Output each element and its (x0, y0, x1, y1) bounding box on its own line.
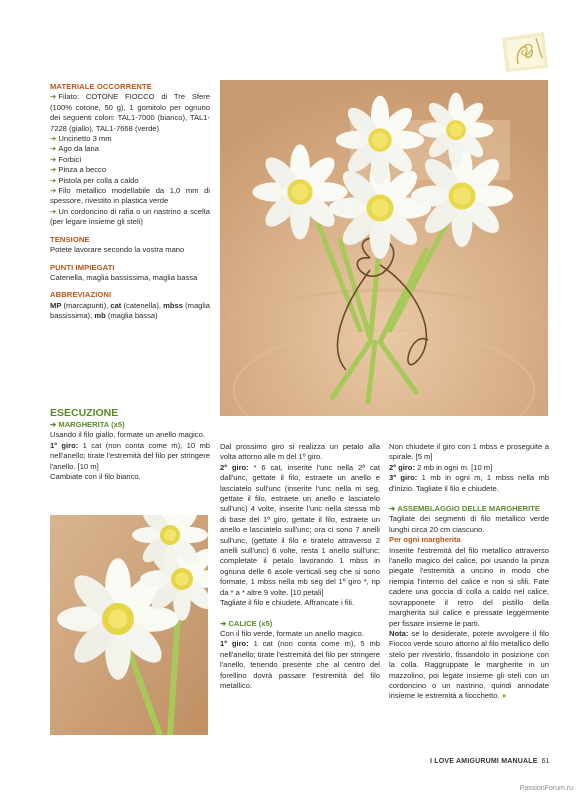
calyx-round-2: 2º giro: 2 mb in ogni m. [10 m] (389, 462, 493, 472)
arrow-bullet-icon: ➔ (50, 144, 57, 154)
per-daisy-text: Inserite l'estremità del filo metallico attraverso l'anello magico del calice, poi usando la pinza piegate l'estremità a uncino in modo che riempia l'interno del calice e non si sfili. Fate cadere una goccia di colla a caldo nel calice, sovrapponete il retro del pistillo della margherita sul calice e pressate leggermente per fissare insieme le parti. (389, 545, 549, 628)
calyx-round-3: 3º giro: 1 mb in ogni m, 1 mbss nella mb d'inizio. Tagliate il filo e chiudete. (389, 473, 549, 493)
materials-column (50, 82, 210, 322)
daisy-round-2: 2º giro: * 6 cat, inserite l'unc nella 2ª cat dall'unc, gettate il filo, estraete un anello e lasciatelo sull'unc (inserite l'unc nella m seg, gettate il filo, estraete un anello e lasciatelo sull'unc) 4 volte, inserite l'unc nella stessa mb di base del 1º giro, gettate il filo, estraete un anello e lasciatelo sull'unc; ora ci sono 7 anelli sull'unc, (gettate il filo e tiratelo attraverso 2 anelli sull'unc) 6 volte, resta 1 anello sull'unc; completate il petalo lavorando 1 mbss in ognuna delle 6 asole verticali seg che si sono formate, 1 mbss nella mb seg del 1º giro *, rip da * a * altre 9 volte. [10 petali] (220, 462, 380, 597)
daisy-subheading: ➔ MARGHERITA (x5) (50, 420, 125, 429)
arrow-bullet-icon: ➔ (50, 206, 57, 216)
assembly-text: Tagliate dei segmenti di filo metallico verde lunghi circa 20 cm ciascuno. (389, 514, 549, 534)
abbreviations-heading: ABBREVIAZIONI (50, 290, 112, 300)
page-number: 61 (541, 758, 550, 765)
stitches-heading: PUNTI IMPIEGATI (50, 262, 115, 272)
calyx-subheading: ➔ CALICE (x5) (220, 618, 273, 628)
arrow-bullet-icon: ➔ (50, 165, 57, 175)
arrow-bullet-icon: ➔ (50, 420, 57, 429)
logo-icon (496, 28, 552, 74)
per-daisy-subheading: Per ogni margherita (389, 535, 461, 545)
abbreviations-text: MP (marcapunti), cat (catenella), mbss (maglia bassissima), mb (maglia bassa) (50, 300, 210, 321)
finish-daisy: Tagliate il filo e chiudete. Affrancate i fili. (220, 598, 355, 608)
material-item: ➔ Uncinetto 3 mm (50, 134, 112, 144)
magazine-title: I LOVE AMIGURUMI MANUALE (430, 758, 538, 765)
end-dot-icon: ● (501, 691, 507, 701)
daisy-bouquet-photo (220, 80, 548, 416)
watermark: PassionForum.ru (519, 785, 573, 792)
material-item: ➔ Pistola per colla a caldo (50, 175, 139, 185)
arrow-bullet-icon: ➔ (50, 134, 57, 144)
instructions-column-1 (50, 420, 210, 482)
calyx-spiral: Non chiudete il giro con 1 mbss e proseguite a spirale. [5 m] (389, 442, 549, 462)
note-text: Nota: se lo desiderate, potete avvolgere il filo Fiocco verde scuro attorno al filo metallico dello stelo per rivestirlo, fissandolo in posizione con la colla. Raggruppate le margherite in un mazzolino, poi legate insieme gli steli con un cordoncino o un nastrino, quindi annodate insieme le estremità a fiocchetto. ● (389, 628, 549, 701)
materials-heading: MATERIALE OCCORRENTE (50, 82, 152, 91)
instructions-column-2 (220, 442, 380, 691)
material-item: ➔ Filato: COTONE FIOCCO di Tre Sfere (100% cotone, 50 g), 1 gomitolo per ognuno dei seguenti colori: TAL1-7000 (bianco), TAL1-7228 (giallo), TAL1-7668 (verde) (50, 92, 210, 133)
calyx-round-1: 1º giro: 1 cat (non conta come m), 5 mb nell'anello; tirate l'estremità del filo per stringere l'anello, tenendo presente che al centro del forellino dovrà passare l'estremità del filo metallico. (220, 639, 381, 690)
arrow-bullet-icon: ➔ (50, 92, 57, 102)
daisy-round-1: 1º giro: 1 cat (non conta come m), 10 mb nell'anello; tirate l'estremità del filo per stringere l'anello. [10 m] (50, 440, 210, 471)
daisy-intro: Usando il filo giallo, formate un anello magico. (50, 430, 205, 440)
assembly-subheading: ➔ ASSEMBLAGGIO DELLE MARGHERITE (389, 504, 540, 514)
page-footer (430, 758, 550, 765)
material-item: ➔ Filo metallico modellabile da 1,0 mm di spessore, rivestito in plastica verde (50, 186, 210, 206)
material-item: ➔ Pinza a becco (50, 165, 107, 175)
tension-heading: TENSIONE (50, 234, 90, 244)
arrow-bullet-icon: ➔ (389, 504, 396, 514)
material-item: ➔ Un cordoncino di rafia o un nastrino a scelta (per legare insieme gli steli) (50, 206, 210, 227)
daisy-closeup-photo (50, 515, 208, 735)
execution-heading: ESECUZIONE (50, 407, 119, 419)
arrow-bullet-icon: ➔ (50, 154, 57, 164)
material-item: ➔ Forbici (50, 154, 82, 164)
change-yarn: Cambiate con il filo bianco. (50, 472, 141, 482)
arrow-bullet-icon: ➔ (50, 175, 57, 185)
petals-intro: Dal prossimo giro si realizza un petalo alla volta attorno alle m del 1º giro. (220, 442, 380, 462)
stitches-text: Catenella, maglia bassissima, maglia bassa (50, 272, 198, 282)
material-item: ➔ Ago da lana (50, 144, 99, 154)
arrow-bullet-icon: ➔ (220, 618, 227, 628)
arrow-bullet-icon: ➔ (50, 186, 57, 196)
tension-text: Potete lavorare secondo la vostra mano (50, 245, 185, 255)
instructions-column-3 (389, 442, 549, 702)
calyx-intro: Con il filo verde, formate un anello magico. (220, 628, 364, 638)
